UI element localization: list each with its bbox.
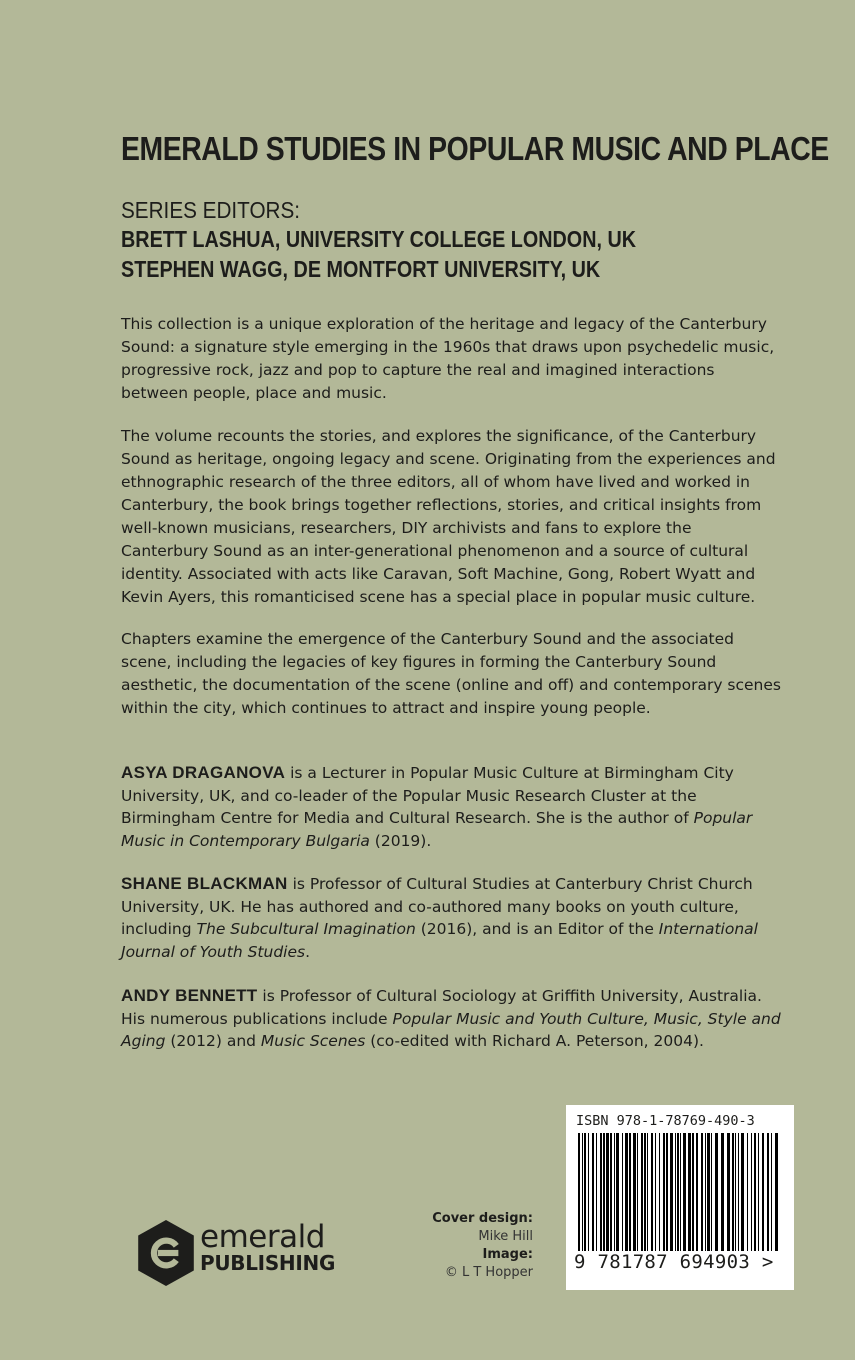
barcode-bar bbox=[715, 1133, 718, 1251]
bio-text: is Professor of Cultural Studies at Canterbury Christ Church University, UK. He has authored and co-authored many books on youth culture, including bbox=[121, 875, 753, 938]
barcode-bar bbox=[771, 1133, 772, 1251]
barcode-bar bbox=[767, 1133, 769, 1251]
barcode-bar bbox=[751, 1133, 752, 1251]
series-editor-2: STEPHEN WAGG, DE MONTFORT UNIVERSITY, UK bbox=[121, 256, 601, 282]
barcode-bar bbox=[705, 1133, 706, 1251]
barcode-bar bbox=[696, 1133, 698, 1251]
blurb-paragraph-1: This collection is a unique exploration of the heritage and legacy of the Canterbury Sound: a signature style emerging in the 1960s that draws upon psychedelic music, progressive rock, jazz and pop to capture the real and imagined interactions between people, place and music. bbox=[121, 315, 775, 402]
author-name: SHANE BLACKMAN bbox=[121, 874, 288, 893]
isbn-barcode bbox=[566, 1105, 794, 1290]
blurb-paragraph-2: The volume recounts the stories, and explores the significance, of the Canterbury Sound as heritage, ongoing legacy and scene. Originating from the experiences and ethnographic research of the three editors, all of whom have lived and worked in Canterbury, the book brings together reflections, stories, and critical insights from well-known musicians, researchers, DIY archivists and fans to explore the Canterbury Sound as an inter-generational phenomenon and a source of cultural identity. Associated with acts like Caravan, Soft Machine, Gong, Robert Wyatt and Kevin Ayers, this romanticised scene has a special place in popular music culture. bbox=[121, 427, 776, 606]
barcode-bar bbox=[592, 1133, 594, 1251]
image-credit-label: Image: bbox=[482, 1247, 533, 1262]
barcode-bar bbox=[600, 1133, 602, 1251]
bio-text: (2016), and is an Editor of the bbox=[415, 920, 659, 938]
blurb-paragraph-3: Chapters examine the emergence of the Canterbury Sound and the associated scene, including the legacies of key figures in forming the Canterbury Sound aesthetic, the documentation of the scene (online and off) and contemporary scenes within the city, which continues to attract and inspire young people. bbox=[121, 630, 781, 717]
barcode-bar bbox=[711, 1133, 712, 1251]
barcode-bar bbox=[616, 1133, 619, 1251]
barcode-bar bbox=[762, 1133, 764, 1251]
barcode-bar bbox=[721, 1133, 724, 1251]
barcode-bar bbox=[741, 1133, 744, 1251]
bio-text: (2019). bbox=[369, 831, 432, 850]
barcode-bar bbox=[655, 1133, 656, 1251]
barcode-bar bbox=[677, 1133, 679, 1251]
barcode-bar bbox=[637, 1133, 638, 1251]
book-title: Popular Music in Contemporary Bulgaria bbox=[121, 809, 753, 850]
barcode-bar bbox=[758, 1133, 759, 1251]
barcode-bar bbox=[629, 1133, 631, 1251]
barcode-bar bbox=[578, 1133, 580, 1251]
barcode-bar bbox=[596, 1133, 597, 1251]
book-title: The Subcultural Imagination bbox=[196, 920, 416, 938]
barcode-bar bbox=[582, 1133, 583, 1251]
barcode-bar bbox=[727, 1133, 730, 1251]
barcode-bar bbox=[675, 1133, 676, 1251]
barcode-bar bbox=[670, 1133, 673, 1251]
barcode-bar bbox=[622, 1133, 623, 1251]
barcode-bar bbox=[614, 1133, 615, 1251]
barcode-bar bbox=[606, 1133, 609, 1251]
barcode-bar bbox=[754, 1133, 756, 1251]
barcode-bar bbox=[707, 1133, 710, 1251]
barcode-bar bbox=[747, 1133, 748, 1251]
publisher-logo-subtext: PUBLISHING bbox=[200, 1251, 336, 1275]
cover-design-label: Cover design: bbox=[432, 1211, 533, 1226]
image-credit-value: © L T Hopper bbox=[444, 1265, 533, 1280]
bio-text: . bbox=[305, 942, 311, 961]
barcode-bar bbox=[692, 1133, 694, 1251]
bio-andy-bennett bbox=[121, 985, 781, 1053]
book-title: Popular Music and Youth Culture, Music, Style and Aging bbox=[121, 1009, 781, 1050]
bio-text: is a Lecturer in Popular Music Culture at Birmingham City University, UK, and co-leader of the Popular Music Research Cluster at the Birmingham Centre for Media and Cultural Research. She is the author of bbox=[121, 764, 734, 827]
book-title: Music Scenes bbox=[260, 1032, 366, 1050]
bio-shane-blackman bbox=[121, 873, 781, 963]
author-name: ANDY BENNETT bbox=[121, 986, 258, 1005]
barcode-bar bbox=[683, 1133, 686, 1251]
barcode-bar bbox=[732, 1133, 734, 1251]
author-name: ASYA DRAGANOVA bbox=[121, 763, 286, 782]
barcode-bar bbox=[603, 1133, 605, 1251]
cover-design-value: Mike Hill bbox=[478, 1229, 533, 1244]
barcode-bar bbox=[625, 1133, 628, 1251]
bio-text: is Professor of Cultural Sociology at Griffith University, Australia. His numerous publications include bbox=[121, 987, 762, 1028]
barcode-bar bbox=[663, 1133, 665, 1251]
barcode-bar bbox=[666, 1133, 668, 1251]
barcode-bar bbox=[680, 1133, 681, 1251]
series-editor-1: BRETT LASHUA, UNIVERSITY COLLEGE LONDON, UK bbox=[121, 226, 637, 252]
publisher-logo-text: emerald bbox=[200, 1219, 325, 1255]
barcode-bar bbox=[738, 1133, 739, 1251]
barcode-bar bbox=[644, 1133, 646, 1251]
isbn-number: 9 781787 694903 > bbox=[574, 1251, 774, 1273]
barcode-bar bbox=[775, 1133, 778, 1251]
barcode-bar bbox=[610, 1133, 612, 1251]
barcode-bar bbox=[659, 1133, 660, 1251]
barcode-bar bbox=[701, 1133, 703, 1251]
series-title: EMERALD STUDIES IN POPULAR MUSIC AND PLACE bbox=[121, 130, 829, 167]
bio-text: (co-edited with Richard A. Peterson, 2004). bbox=[365, 1032, 704, 1050]
barcode-bar bbox=[641, 1133, 643, 1251]
bio-text: (2012) and bbox=[165, 1032, 261, 1050]
barcode-bars bbox=[578, 1133, 782, 1251]
isbn-text: ISBN 978-1-78769-490-3 bbox=[576, 1113, 755, 1129]
barcode-bar bbox=[688, 1133, 691, 1251]
barcode-bar bbox=[651, 1133, 653, 1251]
barcode-bar bbox=[735, 1133, 736, 1251]
cover-credits bbox=[432, 1210, 533, 1282]
barcode-bar bbox=[647, 1133, 648, 1251]
journal-title: International Journal of Youth Studies bbox=[121, 920, 758, 961]
bio-asya-draganova bbox=[121, 762, 781, 852]
barcode-bar bbox=[588, 1133, 589, 1251]
emerald-hexagon-e-icon bbox=[133, 1218, 199, 1288]
barcode-bar bbox=[633, 1133, 636, 1251]
barcode-bar bbox=[584, 1133, 586, 1251]
series-editors-label: SERIES EDITORS: bbox=[121, 197, 301, 223]
